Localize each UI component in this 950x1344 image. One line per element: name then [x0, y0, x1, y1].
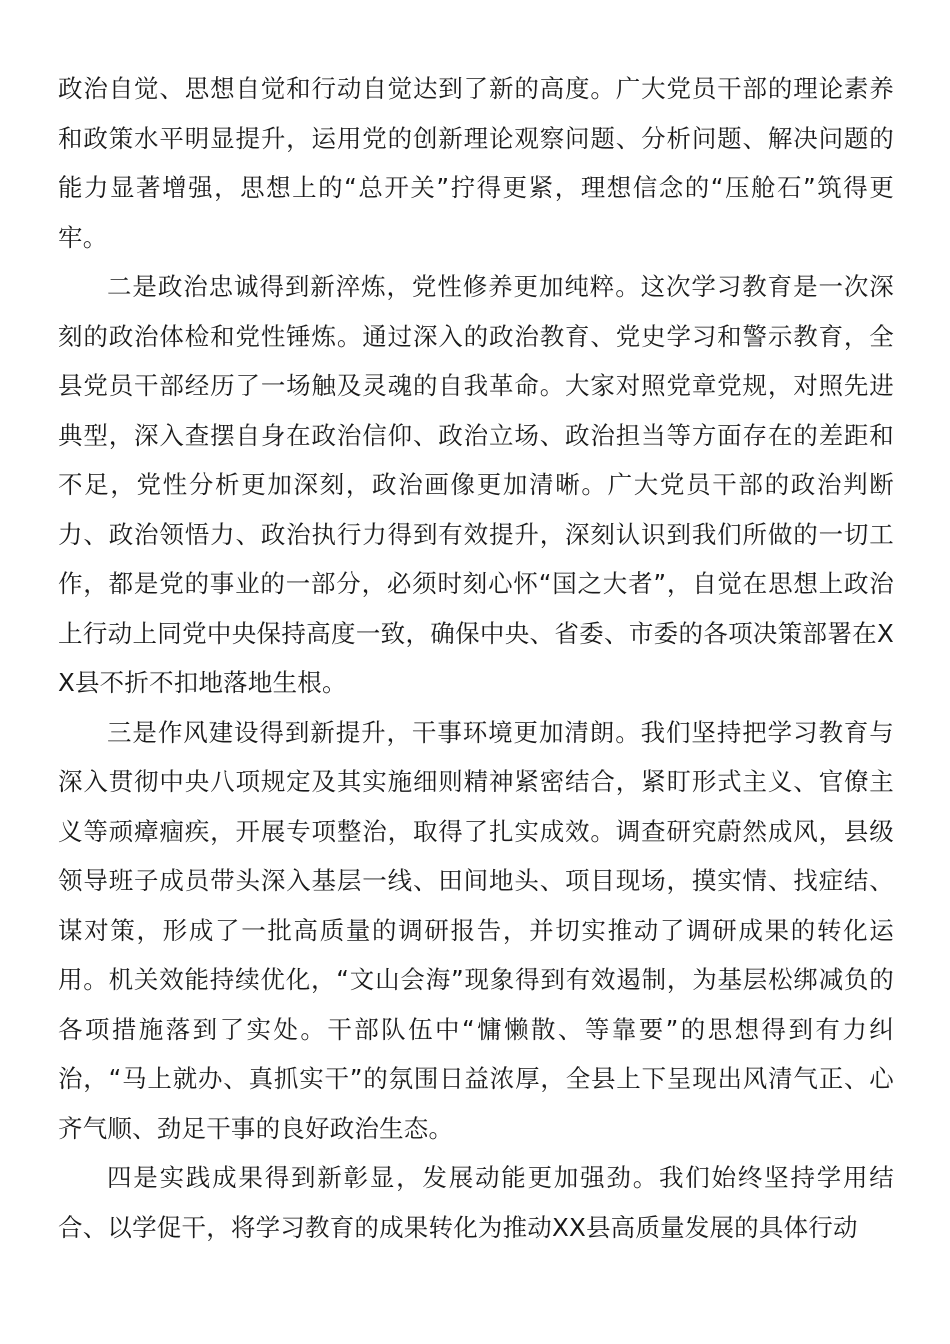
document-page — [58, 64, 894, 1252]
paragraph-2: 二是政治忠诚得到新淬炼，党性修养更加纯粹。这次学习教育是一次深刻的政治体检和党性锤炼。通过深入的政治教育、党史学习和警示教育，全县党员干部经历了一场触及灵魂的自我革命。大家对照党章党规，对照先进典型，深入查摆自身在政治信仰、政治立场、政治担当等方面存在的差距和不足，党性分析更加深刻，政治画像更加清晰。广大党员干部的政治判断力、政治领悟力、政治执行力得到有效提升，深刻认识到我们所做的一切工作，都是党的事业的一部分，必须时刻心怀“国之大者”，自觉在思想上政治上行动上同党中央保持高度一致，确保中央、省委、市委的各项决策部署在XX县不折不扣地落地生根。 — [58, 272, 894, 697]
paragraph-1: 政治自觉、思想自觉和行动自觉达到了新的高度。广大党员干部的理论素养和政策水平明显提升，运用党的创新理论观察问题、分析问题、解决问题的能力显著增强，思想上的“总开关”拧得更紧，理想信念的“压舱石”筑得更牢。 — [58, 74, 894, 252]
paragraph-3: 三是作风建设得到新提升，干事环境更加清朗。我们坚持把学习教育与深入贯彻中央八项规定及其实施细则精神紧密结合，紧盯形式主义、官僚主义等顽瘴痼疾，开展专项整治，取得了扎实成效。调查研究蔚然成风，县级领导班子成员带头深入基层一线、田间地头、项目现场，摸实情、找症结、谋对策，形成了一批高质量的调研报告，并切实推动了调研成果的转化运用。机关效能持续优化，“文山会海”现象得到有效遏制，为基层松绑减负的各项措施落到了实处。干部队伍中“慵懒散、等靠要”的思想得到有力纠治，“马上就办、真抓实干”的氛围日益浓厚，全县上下呈现出风清气正、心齐气顺、劲足干事的良好政治生态。 — [58, 717, 894, 1143]
paragraph-4: 四是实践成果得到新彰显，发展动能更加强劲。我们始终坚持学用结合、以学促干，将学习教育的成果转化为推动XX县高质量发展的具体行动 — [58, 1163, 894, 1242]
